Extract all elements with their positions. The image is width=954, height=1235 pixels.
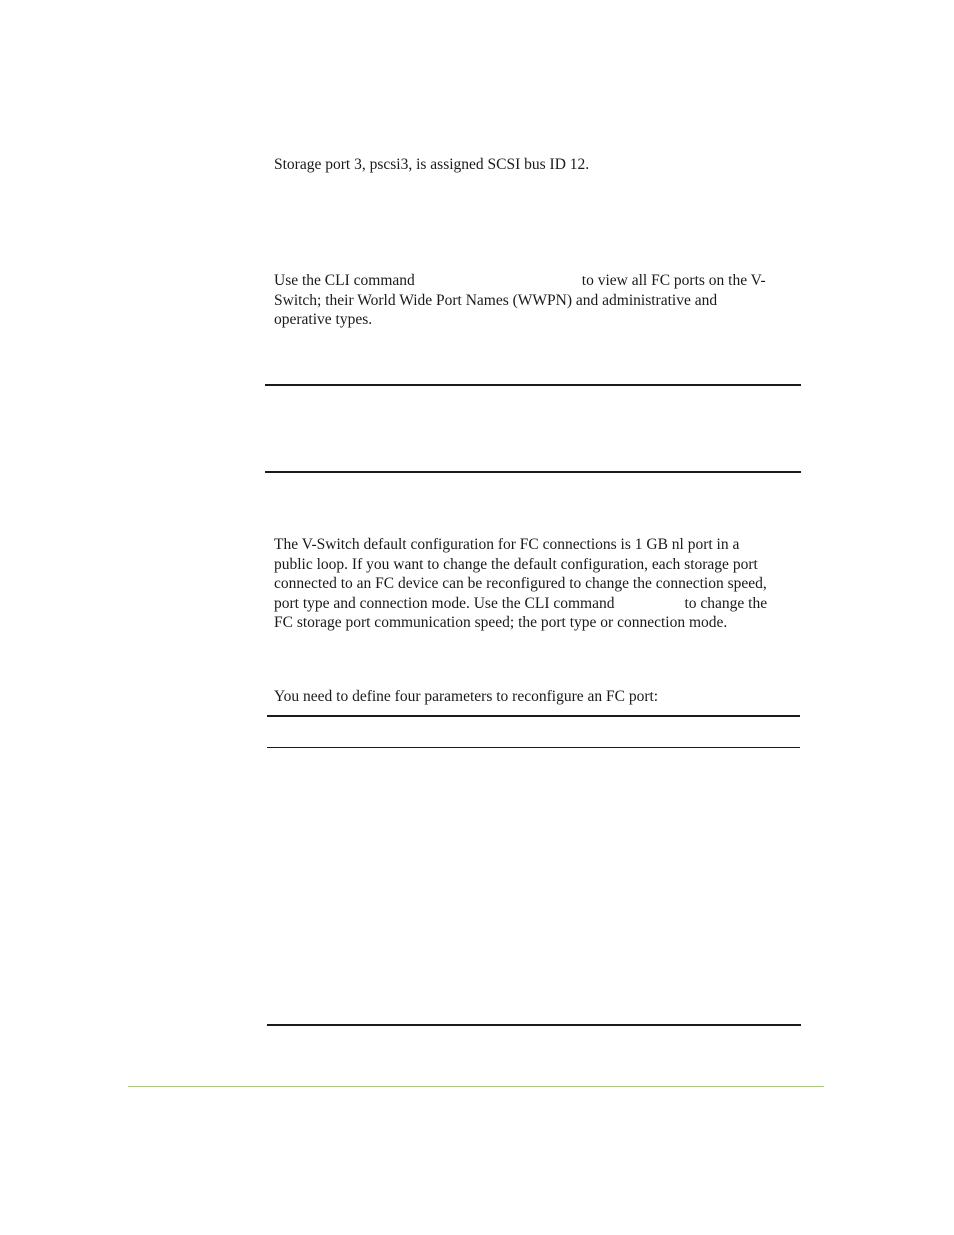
table-bottom-rule — [265, 471, 801, 473]
params-table-header-rule — [267, 747, 800, 748]
four-params-paragraph: You need to define four parameters to reconfigure an FC port: — [274, 688, 659, 705]
default-config-paragraph — [274, 535, 767, 633]
cli-view-line-1: Use the CLI command to view all FC ports on the V- — [274, 272, 766, 289]
table-top-rule — [265, 384, 801, 386]
cli-view-line-2: Switch; their World Wide Port Names (WWPN) and administrative and — [274, 291, 718, 309]
default-config-line-1: The V-Switch default configuration for FC connections is 1 GB nl port in a — [274, 536, 740, 553]
params-table-top-rule — [267, 715, 800, 717]
params-table-bottom-rule — [267, 1024, 801, 1026]
footer-divider — [128, 1086, 824, 1087]
storage-port-paragraph: Storage port 3, pscsi3, is assigned SCSI bus ID 12. — [274, 156, 590, 173]
default-config-line-3: connected to an FC device can be reconfigured to change the connection speed, — [274, 575, 767, 592]
cli-view-paragraph — [274, 271, 766, 330]
default-config-line-2: public loop. If you want to change the default configuration, each storage port — [274, 555, 758, 573]
default-config-line-5: FC storage port communication speed; the port type or connection mode. — [274, 614, 728, 631]
default-config-line-4: port type and connection mode. Use the CLI command to change the — [274, 594, 768, 612]
cli-view-line-3: operative types. — [274, 311, 373, 328]
